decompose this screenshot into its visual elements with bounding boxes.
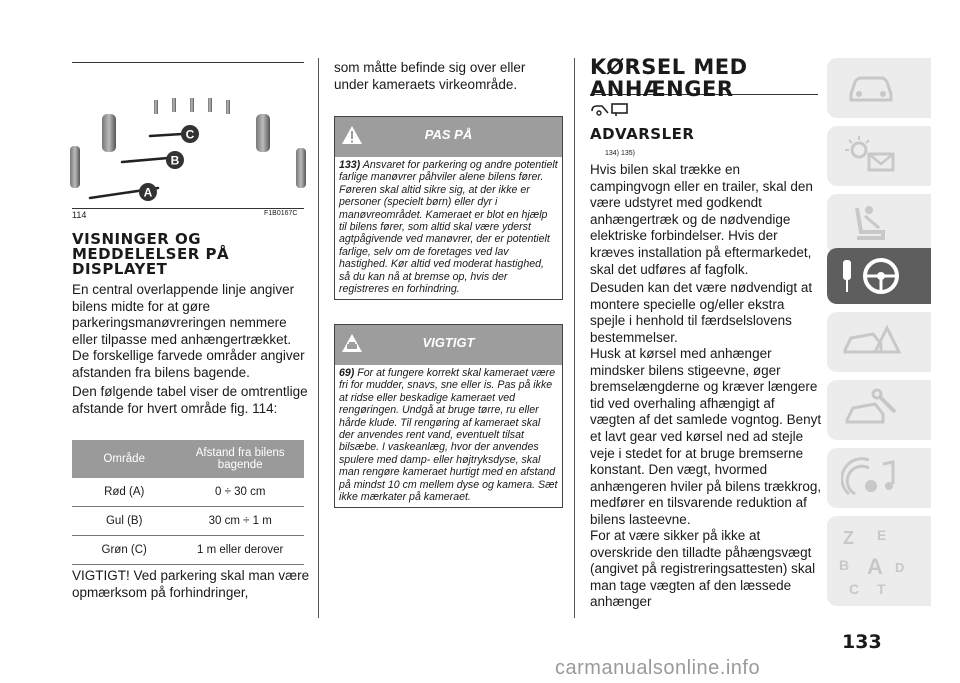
section-heading-visninger: VISNINGER OG MEDDELELSER PÅ DISPLAYET xyxy=(72,230,230,278)
svg-text:E: E xyxy=(877,527,887,543)
index-letters-icon xyxy=(837,522,917,602)
column-divider-1 xyxy=(318,58,319,618)
table-header: Område xyxy=(72,440,176,478)
paragraph: VIGTIGT! Ved parkering skal man være opmærksom på forhindringer, xyxy=(72,568,310,600)
table-row: Rød (A) 0 ÷ 30 cm xyxy=(72,478,304,507)
svg-text:A: A xyxy=(143,185,153,200)
warning-refs: 134) 135) xyxy=(605,150,635,157)
figure-code: F1B0167C xyxy=(264,210,298,217)
table-header: Afstand fra bilens bagende xyxy=(176,440,304,478)
warning-box-header: PAS PÅ xyxy=(335,117,562,157)
chapter-tab[interactable] xyxy=(827,516,931,606)
column-divider-2 xyxy=(574,58,575,618)
paragraph: Husk at kørsel med anhænger mindsker bilens stigeevne, øger bremselængderne og kræver længere tid ved overhaling afhængigt af vægten af det samlede vogntog. Benyt et lavt gear ved kørsel ned ad stejle veje i stedet for at bruge bremserne konstant. Den vægt, hvormed anhængeren hviler på bilens trækkrog, medfører en tilsvarende reduktion af bilens lasteevne. xyxy=(590,346,822,527)
key-steering-wheel-icon xyxy=(837,254,907,298)
svg-text:Z: Z xyxy=(843,528,854,548)
top-rule-col1 xyxy=(72,62,304,63)
paragraph: Den følgende tabel viser de omtrentlige afstande for hvert område fig. 114: xyxy=(72,384,308,416)
chapter-tab[interactable] xyxy=(827,448,931,508)
svg-text:B: B xyxy=(839,557,850,573)
section-heading-korsel: KØRSEL MED ANHÆNGER xyxy=(590,55,748,101)
paragraph: For at være sikker på ikke at overskride den tilladte påhængsvægt (angivet på registreringsattesten) skal man tage vægten af den læssede anhænger xyxy=(590,528,816,610)
important-box-text: 69) For at fungere korrekt skal kameraet være fri for mudder, snavs, sne eller is. Pas på ikke at ridse eller beskadige kameraet ved rengøringen. Undgå at bruge tørre, ru eller hårde klude. Til rengøring af kameraet skal der anvendes rent vand, eventuelt tilsat bilsæbe. I vaskeanlæg, hvor der anvendes spulere med damp- eller højtryksdyse, skal man rengøre kameraet hurtigt med en afstand på mindst 10 cm mellem dyse og kamera. Sæt ikke mærkater på kameraet. xyxy=(339,367,558,504)
svg-text:T: T xyxy=(877,581,886,597)
guideline-label-a xyxy=(139,183,157,201)
distance-table xyxy=(72,440,304,565)
svg-text:D: D xyxy=(895,560,905,575)
warning-box xyxy=(334,116,563,300)
svg-text:A: A xyxy=(867,554,883,579)
chapter-tab[interactable] xyxy=(827,380,931,440)
paragraph: En central overlappende linje angiver bilens midte for at gøre parkeringsmanøvreringen nemmere eller tilpasse med anhængertrækket. De forskellige farvede områder angiver afstanden fra bilens bagende. xyxy=(72,282,305,380)
maintenance-icon xyxy=(841,388,901,432)
important-box xyxy=(334,324,563,508)
warning-lights-icon xyxy=(841,134,901,178)
trailer-hitch-icon xyxy=(590,101,630,117)
chapter-tab-active[interactable] xyxy=(827,248,931,304)
chapter-tab[interactable] xyxy=(827,58,931,118)
rear-camera-guidelines-figure xyxy=(70,72,306,222)
chapter-tab[interactable] xyxy=(827,126,931,186)
figure-number: 114 xyxy=(72,210,87,220)
subheading-advarsler: ADVARSLER xyxy=(590,125,695,143)
page-number: 133 xyxy=(842,631,882,653)
background-posts xyxy=(70,98,306,188)
seat-safety-icon xyxy=(843,202,899,246)
chapter-tab[interactable] xyxy=(827,312,931,372)
svg-text:C: C xyxy=(849,581,860,597)
table-row: Gul (B) 30 cm ÷ 1 m xyxy=(72,507,304,536)
warning-box-text: 133) Ansvaret for parkering og andre potentielt farlige manøvrer påhviler alene bilens fører. Føreren skal altid sikre sig, at der ikke er personer (specielt børn) eller dyr i manøvreområdet. Kameraet er blot en hjælp til bilens fører, som altid skal være yderst agtpågivende ved manøvrer, der er potentielt farlige, selv om de foretages ved lav hastighed. Kør altid ved moderat hastighed, så du kan nå at bremse op, hvis der registreres en forhindring. xyxy=(339,159,558,296)
table-row: Grøn (C) 1 m eller derover xyxy=(72,536,304,565)
important-box-header: VIGTIGT xyxy=(335,325,562,365)
guideline-label-b xyxy=(166,151,184,169)
car-dashboard-icon xyxy=(843,68,899,108)
paragraph: Hvis bilen skal trække en campingvogn eller en trailer, skal den være udstyret med godkendt anhængertræk og de nødvendige elektriske forbindelser. Hvis der kræves installation på eftermarkedet, skal det udføres af fagfolk. xyxy=(590,162,813,277)
svg-text:B: B xyxy=(170,153,180,168)
guideline-label-c xyxy=(181,125,199,143)
paragraph: som måtte befinde sig over eller under kameraets virkeområde. xyxy=(334,60,526,92)
watermark: carmanualsonline.info xyxy=(555,657,761,679)
paragraph: Desuden kan det være nødvendigt at montere specielle og/eller ekstra spejle i henhold til færdselslovens bestemmelser. xyxy=(590,280,813,345)
media-icon xyxy=(841,454,901,504)
svg-text:C: C xyxy=(185,127,195,142)
chapter-tab[interactable] xyxy=(827,194,931,254)
breakdown-icon xyxy=(841,320,901,364)
figure-caption-rule xyxy=(72,208,304,209)
